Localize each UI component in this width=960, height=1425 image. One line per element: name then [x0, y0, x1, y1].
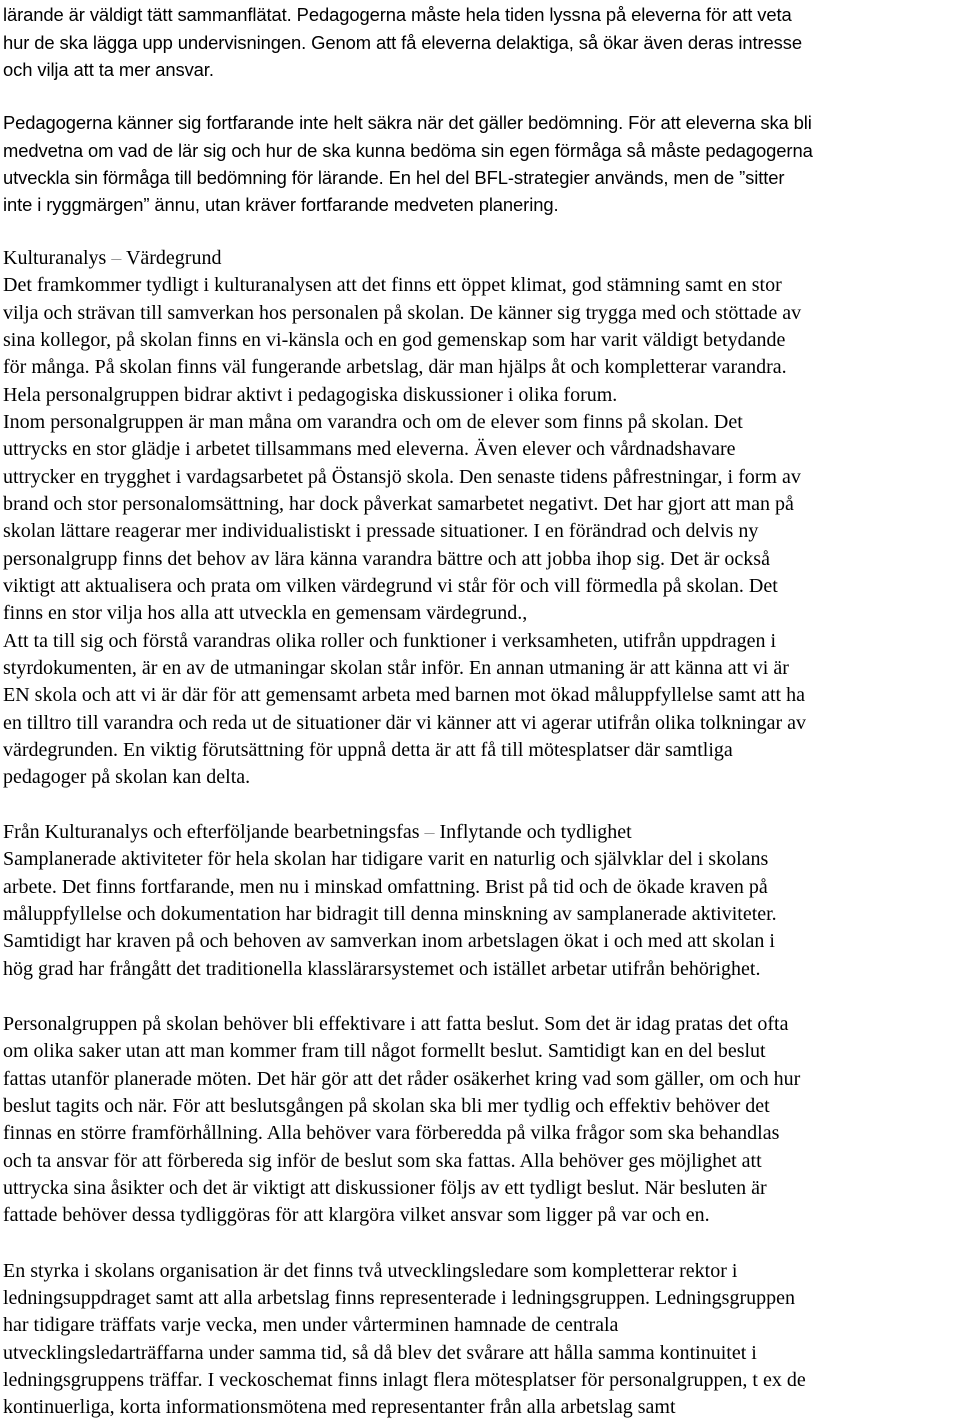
heading-part: Värdegrund — [125, 247, 222, 269]
text-line: och ta ansvar för att förbereda sig inför de beslut som ska fattas. Alla behöver ges möjlighet att — [3, 1150, 762, 1172]
heading-part: Från Kulturanalys och efterföljande bearbetningsfas — [3, 821, 420, 843]
text-line: lärande är väldigt tätt sammanflätat. Pedagogerna måste hela tiden lyssna på eleverna för att veta — [3, 4, 792, 25]
text-line: värdegrunden. En viktig förutsättning för uppnå detta är att få till mötesplatser där samtliga — [3, 739, 733, 761]
text-line: hög grad har frångått det traditionella klasslärarsystemet och istället arbetar utifrån behörighet. — [3, 958, 761, 980]
text-line: utvecklingsledarträffarna under samma tid, så då blev det svårare att hålla samma kontinuitet i — [3, 1342, 757, 1364]
text-line: En styrka i skolans organisation är det finns två utvecklingsledare som kompletterar rektor i — [3, 1260, 738, 1282]
text-line: måluppfyllelse och dokumentation har bidragit till denna minskning av samplanerade aktiviteter. — [3, 903, 777, 925]
document-page — [3, 0, 957, 1425]
text-line: uttrycks en stor glädje i arbetet tillsammans med eleverna. Även elever och vårdnadshavare — [3, 438, 736, 460]
text-line: pedagoger på skolan kan delta. — [3, 766, 251, 788]
text-line: medvetna om vad de lär sig och hur de ska kunna bedöma sin egen förmåga så måste pedagogerna — [3, 140, 813, 161]
text-line: har tidigare träffats varje vecka, men under vårterminen hamnade de centrala — [3, 1314, 619, 1336]
text-line: EN skola och att vi är där för att gemensamt arbeta med barnen mot ökad måluppfyllelse samt att ha — [3, 684, 805, 706]
text-line: fattade behöver dessa tydliggöras för att klargöra vilket ansvar som ligger på var och en. — [3, 1204, 710, 1226]
text-line: uttrycker en trygghet i vardagsarbetet på Östansjö skola. Den senaste tidens påfrestningar, i form av — [3, 466, 801, 488]
text-line: ledningsgruppens träffar. I veckoschemat finns inlagt flera mötesplatser för personalgruppen, t ex de — [3, 1369, 806, 1391]
text-line: Att ta till sig och förstå varandras olika roller och funktioner i verksamheten, utifrån uppdragen i — [3, 630, 777, 652]
section-heading-inflytande — [3, 819, 632, 846]
text-line: en tilltro till varandra och reda ut de situationer där vi känner att vi agerar utifrån olika tolkningar av — [3, 712, 807, 734]
text-line: beslut tagits och när. För att beslutsgången på skolan ska bli mer tydlig och effektiv behöver det — [3, 1095, 770, 1117]
text-line: ledningsuppdraget samt att alla arbetslag finns representerade i ledningsgruppen. Ledningsgruppen — [3, 1287, 795, 1309]
text-line: brand och stor personalomsättning, har dock påverkat samarbetet negativt. Det har gjort att man på — [3, 493, 794, 515]
text-line: viktigt att aktualisera och prata om vilken värdegrund vi står för och vill förmedla på skolan. Det — [3, 575, 778, 597]
text-line: personalgrupp finns det behov av lära känna varandra bättre och att jobba ihop sig. Det är också — [3, 548, 770, 570]
text-line: finns en stor vilja hos alla att utveckla en gemensam värdegrund., — [3, 602, 528, 624]
text-line: hur de ska lägga upp undervisningen. Genom att få eleverna delaktiga, så ökar även deras intresse — [3, 32, 802, 53]
text-line: Samtidigt har kraven på och behoven av samverkan inom arbetslagen ökat i och med att skolan i — [3, 930, 775, 952]
text-line: Pedagogerna känner sig fortfarande inte helt säkra när det gäller bedömning. För att eleverna ska bli — [3, 112, 812, 133]
text-line: skolan lättare reagerar mer individualistiskt i pressade situationer. I en förändrad och delvis ny — [3, 520, 759, 542]
section-heading-kulturanalys — [3, 245, 221, 272]
text-line: kontinuerliga, korta informationsmötena med representanter från alla arbetslag samt — [3, 1396, 676, 1418]
text-line: Personalgruppen på skolan behöver bli effektivare i att fatta beslut. Som det är idag pratas det ofta — [3, 1013, 789, 1035]
text-line: utveckla sin förmåga till bedömning för lärande. En hel del BFL-strategier används, men de ”sitter — [3, 167, 785, 188]
text-line: inte i ryggmärgen” ännu, utan kräver fortfarande medveten planering. — [3, 194, 559, 215]
text-line: om olika saker utan att man kommer fram till något formellt beslut. Samtidigt kan en del beslut — [3, 1040, 766, 1062]
text-line: för många. På skolan finns väl fungerande arbetslag, där man hjälps åt och kompletterar varandra. — [3, 356, 787, 378]
text-line: Inom personalgruppen är man måna om varandra och om de elever som finns på skolan. Det — [3, 411, 743, 433]
text-line: vilja och strävan till samverkan hos personalen på skolan. De känner sig trygga med och stöttade av — [3, 302, 802, 324]
text-line: uttrycka sina åsikter och det är viktigt att diskussioner följs av ett tydligt beslut. När besluten är — [3, 1177, 767, 1199]
heading-part: Kulturanalys — [3, 247, 107, 269]
text-line: styrdokumenten, är en av de utmaningar skolan står inför. En annan utmaning är att känna att vi är — [3, 657, 789, 679]
text-line: fattas utanför planerade möten. Det här gör att det råder osäkerhet kring vad som gäller, om och hur — [3, 1068, 801, 1090]
text-line: Samplanerade aktiviteter för hela skolan har tidigare varit en naturlig och självklar del i skolans — [3, 848, 769, 870]
heading-dash: – — [419, 821, 440, 843]
text-line: Det framkommer tydligt i kulturanalysen att det finns ett öppet klimat, god stämning samt en stor — [3, 274, 782, 296]
heading-part: Inflytande och tydlighet — [439, 821, 632, 843]
text-line: och vilja att ta mer ansvar. — [3, 59, 214, 80]
text-line: sina kollegor, på skolan finns en vi-känsla och en god gemenskap som har varit väldigt betydande — [3, 329, 786, 351]
text-line: finnas en större framförhållning. Alla behöver vara förberedda på vilka frågor som ska behandlas — [3, 1122, 780, 1144]
text-line: Hela personalgruppen bidrar aktivt i pedagogiska diskussioner i olika forum. — [3, 384, 618, 406]
heading-dash: – — [106, 247, 126, 269]
text-line: arbete. Det finns fortfarande, men nu i minskad omfattning. Brist på tid och de ökade kraven på — [3, 876, 768, 898]
